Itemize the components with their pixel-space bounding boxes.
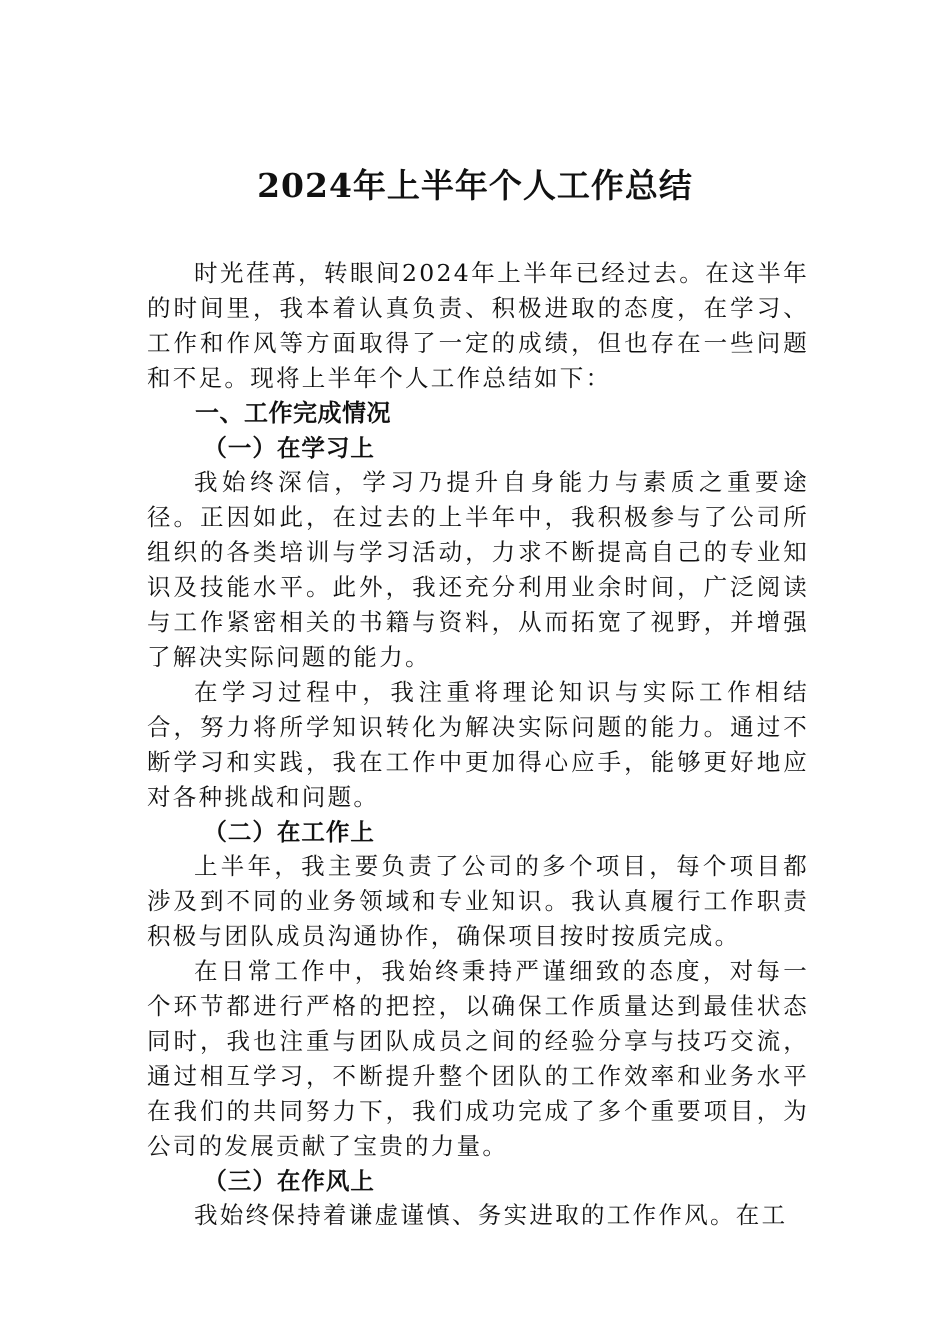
subheading-style: （三）在作风上 [203, 1166, 375, 1195]
paragraph-study-2: 在学习过程中，我注重将理论知识与实际工作相结合，努力将所学知识转化为解决实际问题的能力。通过不断学习和实践，我在工作中更加得心应手，能够更好地应对各种挑战和问题。 [147, 677, 809, 811]
paragraph-work-2: 在日常工作中，我始终秉持严谨细致的态度，对每一个环节都进行严格的把控，以确保工作质量达到最佳状态同时，我也注重与团队成员之间的经验分享与技巧交流，通过相互学习，不断提升整个团队的工作效率和业务水平在我们的共同努力下，我们成功完成了多个重要项目，为公司的发展贡献了宝贵的力量。 [147, 957, 809, 1160]
subheading-work: （二）在工作上 [203, 817, 375, 846]
paragraph-study-1: 我始终深信，学习乃提升自身能力与素质之重要途径。正因如此，在过去的上半年中，我积极参与了公司所组织的各类培训与学习活动，力求不断提高自己的专业知识及技能水平。此外，我还充分利用业余时间，广泛阅读与工作紧密相关的书籍与资料，从而拓宽了视野，并增强了解决实际问题的能力。 [147, 468, 809, 671]
paragraph-style-1: 我始终保持着谦虚谨慎、务实进取的工作作风。在工 [194, 1201, 788, 1230]
heading-work-completion: 一、工作完成情况 [195, 397, 391, 427]
document-body [147, 256, 809, 1233]
paragraph-intro: 时光荏苒，转眼间2024年上半年已经过去。在这半年的时间里，我本着认真负责、积极进取的态度，在学习、工作和作风等方面取得了一定的成绩，但也存在一些问题和不足。现将上半年个人工作总结如下： [147, 259, 809, 392]
paragraph-work-1: 上半年，我主要负责了公司的多个项目，每个项目都涉及到不同的业务领域和专业知识。我认真履行工作职责积极与团队成员沟通协作，确保项目按时按质完成。 [147, 852, 809, 951]
document-title: 2024年上半年个人工作总结 [257, 166, 693, 205]
subheading-study: （一）在学习上 [203, 433, 375, 462]
